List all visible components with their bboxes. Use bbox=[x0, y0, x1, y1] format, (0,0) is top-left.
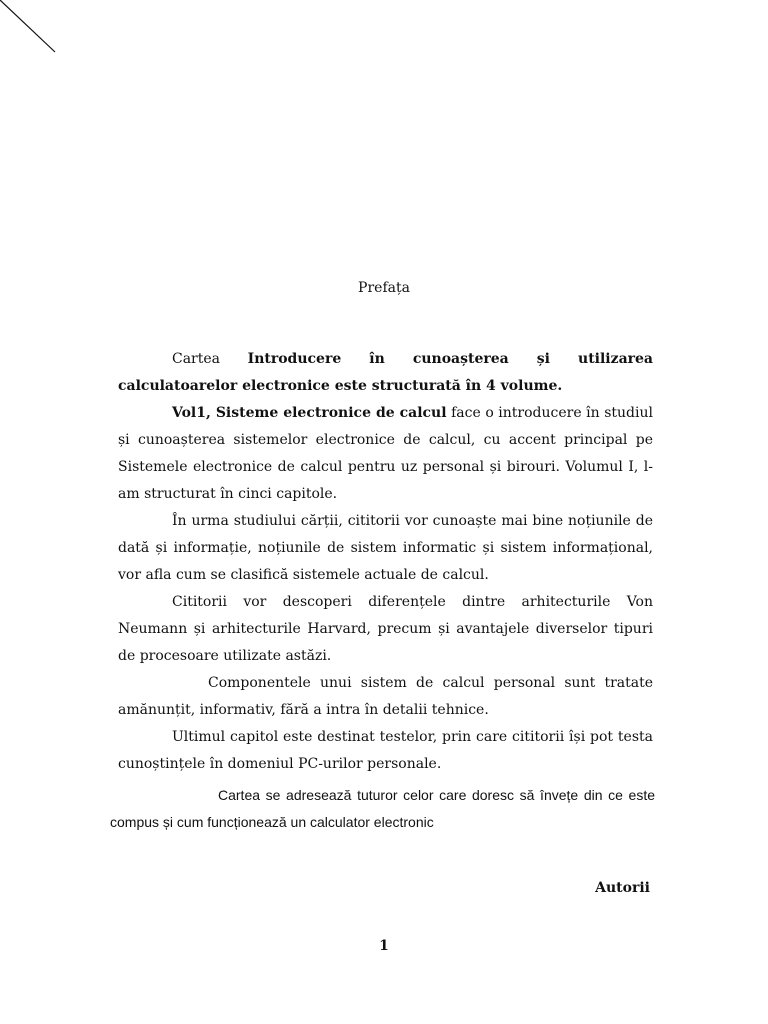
paragraph-study: În urma studiului cărții, cititorii vor cunoaște mai bine noțiunile de dată și informație, noțiunile de sistem informatic și sistem informațional, vor afla cum se clasifică sistemele actuale de calcul. bbox=[118, 513, 653, 583]
paragraph-tests: Ultimul capitol este destinat testelor, prin care cititorii își pot testa cunoștințele în domeniul PC-urilor personale. bbox=[118, 729, 653, 772]
paragraph-intro bbox=[118, 346, 653, 400]
paragraph-volume-one bbox=[118, 400, 653, 508]
paragraph-architectures: Cititorii vor descoperi diferențele dintre arhitecturile Von Neumann și arhitecturile Harvard, precum și avantajele diverselor tipuri de procesoare utilizate astăzi. bbox=[118, 594, 653, 664]
paragraph-intro-lead: Cartea bbox=[172, 351, 248, 367]
paragraph-audience-text: Cartea se adresează tuturor celor care doresc să învețe din ce este compus și cum funcționează un calculator electronic bbox=[110, 787, 655, 830]
paragraph-volume-one-rest: face o introducere în studiul și cunoașterea sistemelor electronice de calcul, cu accent principal pe Sistemele electronice de calcul pentru uz personal și birouri. Volumul I, l-am structurat în cinci capitole. bbox=[118, 405, 653, 502]
paragraph-audience bbox=[110, 782, 655, 836]
preface-body bbox=[118, 346, 653, 778]
corner-decorative-line bbox=[0, 0, 60, 60]
page-number: 1 bbox=[379, 938, 389, 954]
paragraph-components: Componentele unui sistem de calcul personal sunt tratate amănunțit, informativ, fără a intra în detalii tehnice. bbox=[118, 675, 653, 718]
book-title-bold: Introducere în cunoașterea și utilizarea calculatoarelor electronice este structurată în 4 volume. bbox=[118, 351, 653, 394]
authors-signature: Autorii bbox=[595, 880, 650, 896]
page-title: Prefața bbox=[358, 280, 410, 296]
volume-one-title-bold: Vol1, Sisteme electronice de calcul bbox=[172, 405, 447, 421]
